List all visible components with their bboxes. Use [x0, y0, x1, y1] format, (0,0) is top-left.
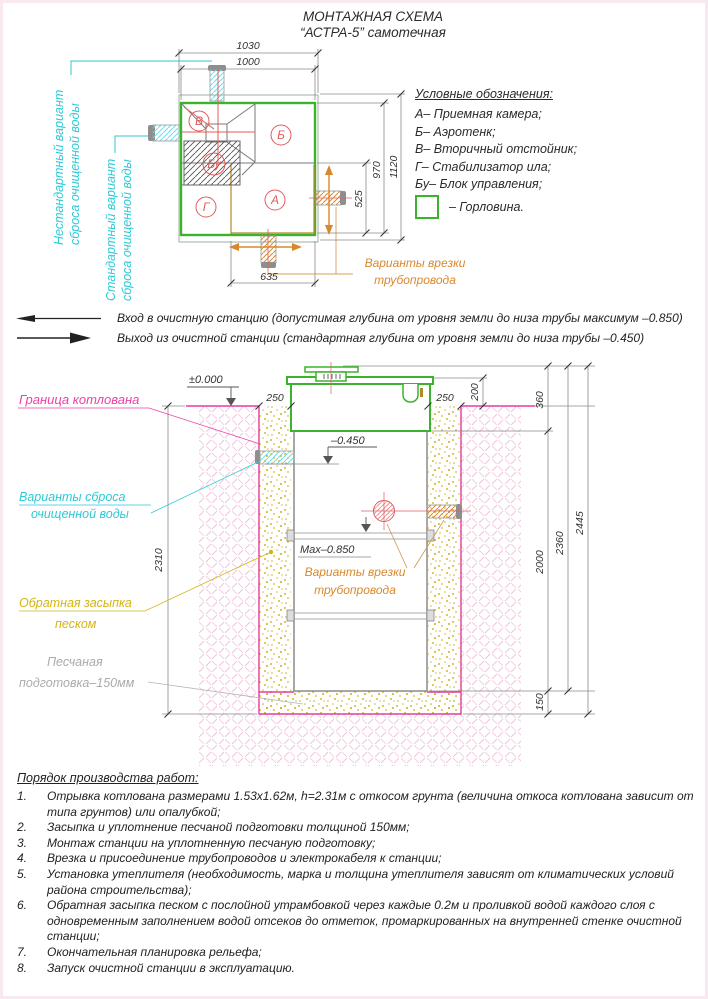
- legend-item-v: В– Вторичный отстойник;: [415, 142, 578, 156]
- level-outlet: –0.450: [331, 435, 365, 447]
- work-item-4: [17, 851, 701, 867]
- outlet-arrow-icon: [15, 331, 103, 345]
- dim-neck-width: 1000: [236, 56, 260, 68]
- work-item-5: [17, 867, 701, 898]
- cross-section-drawing: [3, 353, 708, 768]
- work-item-text: Врезка и присоединение трубопроводов и электрокабеля к станции;: [47, 851, 442, 866]
- standard-discharge-label-line2: сброса очищенной воды: [120, 159, 134, 301]
- compartment-a: А: [270, 193, 280, 207]
- work-item-7: [17, 945, 701, 961]
- work-item-2: [17, 820, 701, 836]
- legend-item-neck: [415, 195, 707, 219]
- sand-base-label-line1: Песчаная: [47, 655, 103, 669]
- dim-sand-base-h: 150: [534, 693, 546, 711]
- section-tapping-label-line1: Варианты врезки: [304, 565, 406, 579]
- dim-right-gap: 250: [436, 392, 454, 404]
- discharge-options-label-line1: Варианты сброса: [19, 490, 126, 504]
- nonstandard-discharge-label-line2: сброса очищенной воды: [68, 103, 82, 245]
- tapping-label-line2: трубопровода: [374, 273, 456, 287]
- dim-outlet-offset: 525: [353, 190, 365, 208]
- compartment-bu: Бу: [207, 157, 221, 171]
- dim-total-h: 2445: [574, 511, 586, 535]
- dim-tank-h: 2360: [554, 531, 566, 555]
- legend-item-b: Б– Аэротенк;: [415, 124, 496, 139]
- pipe-cap: [261, 262, 276, 268]
- level-max-inlet: Max–0.850: [300, 544, 355, 556]
- dim-lid-above: 200: [469, 383, 481, 401]
- dim-outer-width: 1030: [236, 41, 260, 52]
- compartment-b: Б: [277, 128, 285, 142]
- backfill-label-line2: песком: [55, 617, 97, 631]
- drawing-title: [163, 9, 583, 41]
- neck-symbol-icon: [415, 195, 439, 219]
- nonstandard-discharge-label-line1: Нестандартный вариант: [52, 89, 66, 245]
- tapping-label-line1: Варианты врезки: [364, 256, 466, 270]
- dim-neck-height: 970: [371, 161, 383, 179]
- flow-note-outlet: [15, 331, 644, 345]
- work-item-text: Засыпка и уплотнение песчаной подготовки толщиной 150мм;: [47, 820, 410, 835]
- work-item-text: Обратная засыпка песком с послойной утрамбовкой через каждые 0.2м и проливкой водой каждого слоя с одновременным заполнением водой отсеков до отметок, промаркированных на внутренней стенке очистной станции;: [47, 898, 682, 944]
- lid-notch: [403, 384, 418, 402]
- section-tapping-label-line2: трубопровода: [314, 583, 396, 597]
- dim-neck-h: 360: [534, 391, 546, 409]
- drawing-title-line1: МОНТАЖНАЯ СХЕМА: [302, 9, 444, 24]
- compartment-g: Г: [202, 200, 210, 214]
- work-item-number: 4.: [17, 851, 28, 866]
- work-item-number: 5.: [17, 866, 28, 881]
- pit-boundary-label: Граница котлована: [19, 392, 140, 407]
- work-item-3: [17, 836, 701, 852]
- work-item-number: 3.: [17, 835, 28, 850]
- work-item-number: 7.: [17, 944, 28, 959]
- inlet-arrow-icon: [15, 312, 103, 325]
- dim-pit-depth: 2310: [153, 548, 165, 572]
- discharge-options-label-line2: очищенной воды: [31, 507, 129, 521]
- dim-outer-height: 1120: [388, 155, 400, 179]
- dim-bottom-width: 635: [260, 271, 278, 283]
- work-item-text: Окончательная планировка рельефа;: [47, 944, 262, 959]
- work-item-text: Отрывка котлована размерами 1.53х1.62м, h=2.31м с откосом грунта (величина откоса котлована зависит от типа грунтов) или опалубкой;: [47, 789, 694, 819]
- legend: [415, 87, 707, 219]
- backfill-label-line1: Обратная засыпка: [19, 596, 132, 610]
- tank-body: [287, 431, 434, 691]
- work-item-1: [17, 789, 701, 820]
- sand-base-label-line2: подготовка–150мм: [19, 676, 135, 690]
- work-item-number: 2.: [17, 820, 28, 835]
- drawing-title-line2: “АСТРА-5” самотечная: [300, 25, 446, 40]
- compartment-v: В: [194, 114, 204, 128]
- legend-item-a: А– Приемная камера;: [415, 107, 542, 121]
- work-item-number: 6.: [17, 898, 28, 913]
- legend-item-g: Г– Стабилизатор ила;: [415, 159, 552, 174]
- flow-note-outlet-text: Выход из очистной станции (стандартная глубина от уровня земли до низа трубы –0.450): [117, 331, 645, 345]
- worklist: [17, 771, 701, 976]
- level-ground: ±0.000: [189, 374, 223, 386]
- work-item-text: Установка утеплителя (необходимость, марка и толщина утеплителя зависят от климатических условий района строительства);: [47, 866, 674, 897]
- work-item-text: Запуск очистной станции в эксплуатацию.: [47, 960, 295, 975]
- work-item-number: 1.: [17, 789, 28, 803]
- work-item-8: [17, 961, 701, 977]
- work-item-number: 8.: [17, 960, 28, 975]
- ground-level-marker: [187, 374, 239, 406]
- dim-body-h: 2000: [534, 550, 546, 574]
- legend-item-bu: Бу– Блок управления;: [415, 177, 543, 191]
- tank-neck: [287, 362, 433, 431]
- flow-note-inlet: [15, 311, 683, 325]
- legend-neck-label: – Горловина.: [449, 199, 524, 214]
- work-item-text: Монтаж станции на уплотненную песчаную подготовку;: [47, 835, 376, 850]
- lid-latch: [420, 388, 423, 397]
- legend-title: Условные обозначения:: [415, 87, 553, 101]
- work-item-6: [17, 898, 701, 945]
- dim-left-gap: 250: [266, 392, 284, 404]
- standard-discharge-label-line1: Стандартный вариант: [104, 158, 118, 301]
- worklist-title: Порядок производства работ:: [17, 771, 199, 785]
- flow-note-inlet-text: Вход в очистную станцию (допустимая глубина от уровня земли до низа трубы максимум –0.850): [117, 311, 683, 325]
